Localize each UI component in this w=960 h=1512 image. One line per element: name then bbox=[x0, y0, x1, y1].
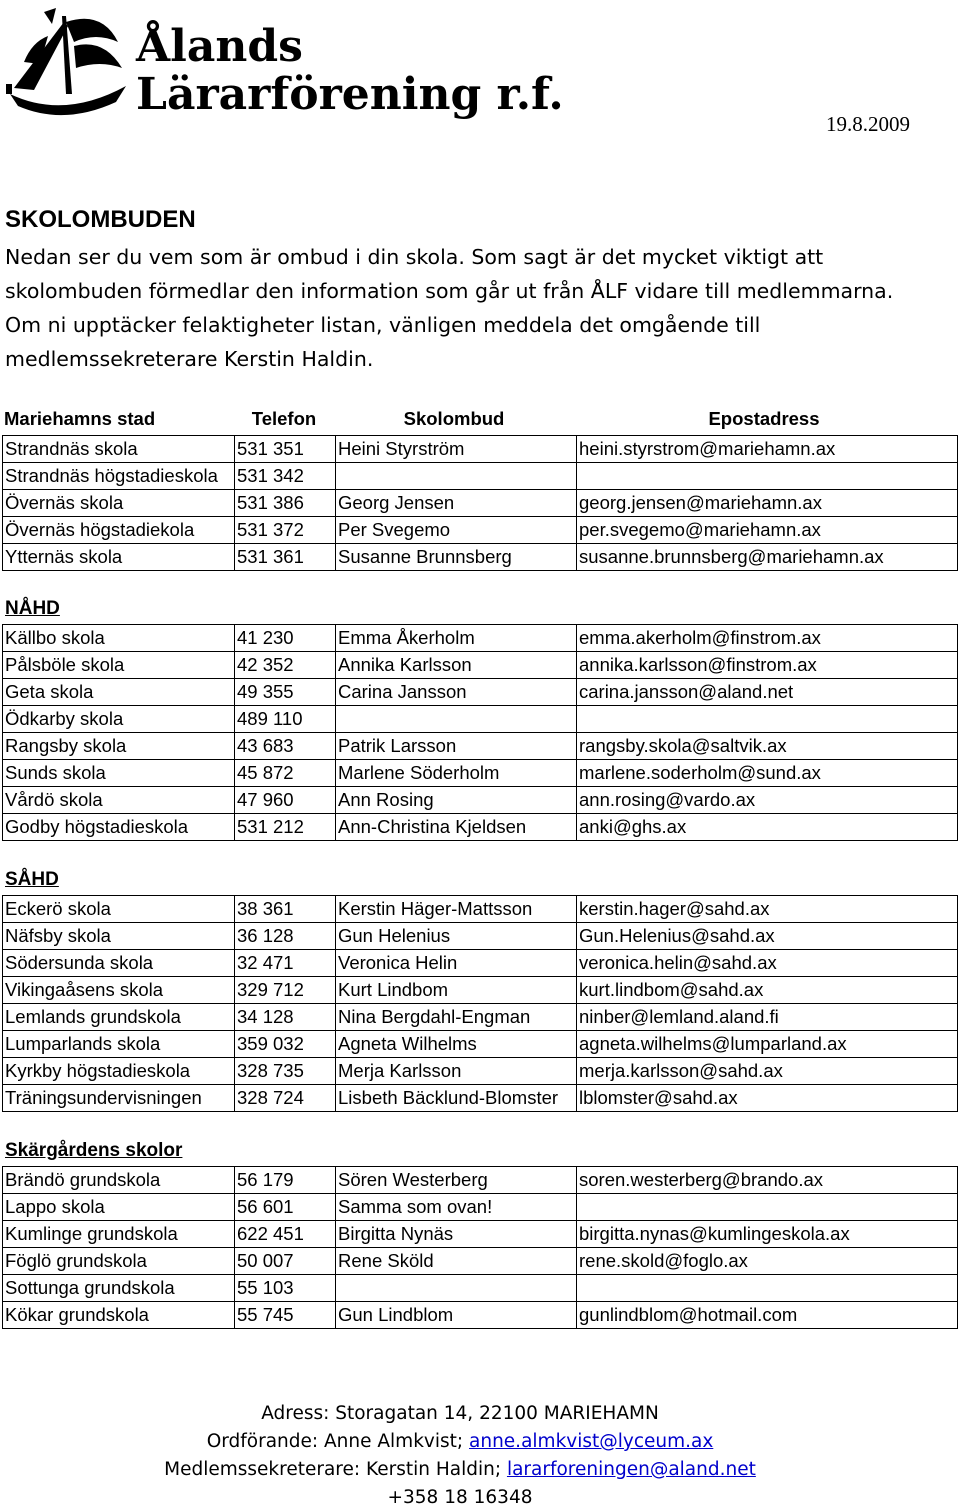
email-address: soren.westerberg@brando.ax bbox=[577, 1167, 958, 1194]
phone-number: 42 352 bbox=[235, 652, 336, 679]
school-name: Pålsböle skola bbox=[3, 652, 235, 679]
table-row bbox=[3, 517, 958, 544]
school-name: Sottunga grundskola bbox=[3, 1275, 235, 1302]
representative-name: Ann-Christina Kjeldsen bbox=[336, 814, 577, 841]
email-address: anki@ghs.ax bbox=[577, 814, 958, 841]
school-name: Föglö grundskola bbox=[3, 1248, 235, 1275]
representative-name bbox=[336, 706, 577, 733]
table-row bbox=[3, 1058, 958, 1085]
school-name: Lemlands grundskola bbox=[3, 1004, 235, 1031]
email-address: gunlindblom@hotmail.com bbox=[577, 1302, 958, 1329]
school-name: Övernäs högstadiekola bbox=[3, 517, 235, 544]
representative-name: Carina Jansson bbox=[336, 679, 577, 706]
school-name: Brändö grundskola bbox=[3, 1167, 235, 1194]
footer-address: Adress: Storagatan 14, 22100 MARIEHAMN bbox=[261, 1403, 659, 1424]
email-address: birgitta.nynas@kumlingeskola.ax bbox=[577, 1221, 958, 1248]
table-row bbox=[3, 652, 958, 679]
footer-contact bbox=[0, 1400, 920, 1512]
phone-number: 531 342 bbox=[235, 463, 336, 490]
table-skargard bbox=[2, 1166, 958, 1329]
representative-name: Kerstin Häger-Mattsson bbox=[336, 896, 577, 923]
phone-number: 55 103 bbox=[235, 1275, 336, 1302]
table-row bbox=[3, 463, 958, 490]
phone-number: 38 361 bbox=[235, 896, 336, 923]
table-row bbox=[3, 1221, 958, 1248]
representative-name: Merja Karlsson bbox=[336, 1058, 577, 1085]
representative-name: Ann Rosing bbox=[336, 787, 577, 814]
email-address: susanne.brunnsberg@mariehamn.ax bbox=[577, 544, 958, 571]
email-address: rene.skold@foglo.ax bbox=[577, 1248, 958, 1275]
table-row bbox=[3, 814, 958, 841]
school-name: Strandnäs skola bbox=[3, 436, 235, 463]
column-header-representative: Skolombud bbox=[403, 408, 505, 429]
school-name: Lumparlands skola bbox=[3, 1031, 235, 1058]
table-row bbox=[3, 436, 958, 463]
column-header-table bbox=[2, 406, 953, 432]
school-name: Ödkarby skola bbox=[3, 706, 235, 733]
email-address: kerstin.hager@sahd.ax bbox=[577, 896, 958, 923]
column-header-row bbox=[2, 406, 953, 432]
table-sahd bbox=[2, 895, 958, 1112]
email-address: ann.rosing@vardo.ax bbox=[577, 787, 958, 814]
school-name: Strandnäs högstadieskola bbox=[3, 463, 235, 490]
column-header-district: Mariehamns stad bbox=[4, 408, 156, 429]
footer-chair-label: Ordförande: Anne Almkvist; bbox=[206, 1431, 470, 1452]
representative-name bbox=[336, 463, 577, 490]
phone-number: 45 872 bbox=[235, 760, 336, 787]
table-row bbox=[3, 1194, 958, 1221]
email-address: Gun.Helenius@sahd.ax bbox=[577, 923, 958, 950]
school-name: Kumlinge grundskola bbox=[3, 1221, 235, 1248]
representative-name bbox=[336, 1275, 577, 1302]
ship-logo-icon bbox=[4, 2, 134, 124]
table-row bbox=[3, 1248, 958, 1275]
phone-number: 489 110 bbox=[235, 706, 336, 733]
email-address: rangsby.skola@saltvik.ax bbox=[577, 733, 958, 760]
school-name: Övernäs skola bbox=[3, 490, 235, 517]
association-logo bbox=[4, 2, 564, 124]
logo-text-line1: Ålands bbox=[136, 21, 303, 72]
email-address: kurt.lindbom@sahd.ax bbox=[577, 977, 958, 1004]
representative-name: Kurt Lindbom bbox=[336, 977, 577, 1004]
column-header-email: Epostadress bbox=[708, 408, 820, 429]
table-row bbox=[3, 1004, 958, 1031]
email-address: agneta.wilhelms@lumparland.ax bbox=[577, 1031, 958, 1058]
table-row bbox=[3, 733, 958, 760]
representative-name: Emma Åkerholm bbox=[336, 625, 577, 652]
representative-name: Agneta Wilhelms bbox=[336, 1031, 577, 1058]
table-row bbox=[3, 679, 958, 706]
email-address: merja.karlsson@sahd.ax bbox=[577, 1058, 958, 1085]
table-row bbox=[3, 1302, 958, 1329]
school-name: Kyrkby högstadieskola bbox=[3, 1058, 235, 1085]
phone-number: 50 007 bbox=[235, 1248, 336, 1275]
phone-number: 531 351 bbox=[235, 436, 336, 463]
email-address: heini.styrstrom@mariehamn.ax bbox=[577, 436, 958, 463]
email-address: georg.jensen@mariehamn.ax bbox=[577, 490, 958, 517]
table-row bbox=[3, 625, 958, 652]
representative-name: Samma som ovan! bbox=[336, 1194, 577, 1221]
email-address: per.svegemo@mariehamn.ax bbox=[577, 517, 958, 544]
email-address bbox=[577, 1194, 958, 1221]
footer-secretary bbox=[0, 1456, 920, 1484]
representative-name: Lisbeth Bäcklund-Blomster bbox=[336, 1085, 577, 1112]
school-name: Södersunda skola bbox=[3, 950, 235, 977]
representative-name: Rene Sköld bbox=[336, 1248, 577, 1275]
phone-number: 47 960 bbox=[235, 787, 336, 814]
phone-number: 56 601 bbox=[235, 1194, 336, 1221]
representative-name: Birgitta Nynäs bbox=[336, 1221, 577, 1248]
phone-number: 41 230 bbox=[235, 625, 336, 652]
table-row bbox=[3, 787, 958, 814]
school-name: Vårdö skola bbox=[3, 787, 235, 814]
email-address: carina.jansson@aland.net bbox=[577, 679, 958, 706]
table-row bbox=[3, 1085, 958, 1112]
representative-name: Gun Helenius bbox=[336, 923, 577, 950]
representative-name: Nina Bergdahl-Engman bbox=[336, 1004, 577, 1031]
representative-name: Heini Styrström bbox=[336, 436, 577, 463]
representative-name: Georg Jensen bbox=[336, 490, 577, 517]
phone-number: 43 683 bbox=[235, 733, 336, 760]
school-name: Träningsundervisningen bbox=[3, 1085, 235, 1112]
representative-name: Susanne Brunnsberg bbox=[336, 544, 577, 571]
school-name: Eckerö skola bbox=[3, 896, 235, 923]
section-title-nahd: NÅHD bbox=[5, 598, 60, 619]
phone-number: 359 032 bbox=[235, 1031, 336, 1058]
school-name: Vikingaåsens skola bbox=[3, 977, 235, 1004]
table-row bbox=[3, 1167, 958, 1194]
school-name: Godby högstadieskola bbox=[3, 814, 235, 841]
representative-name: Sören Westerberg bbox=[336, 1167, 577, 1194]
phone-number: 531 386 bbox=[235, 490, 336, 517]
column-header-phone: Telefon bbox=[251, 408, 317, 429]
phone-number: 622 451 bbox=[235, 1221, 336, 1248]
table-row bbox=[3, 760, 958, 787]
email-address bbox=[577, 706, 958, 733]
document-date: 19.8.2009 bbox=[826, 112, 910, 136]
table-row bbox=[3, 1031, 958, 1058]
email-address: veronica.helin@sahd.ax bbox=[577, 950, 958, 977]
logo-text-line2: Lärarförening r.f. bbox=[136, 69, 564, 120]
section-title-skargard: Skärgårdens skolor bbox=[5, 1140, 183, 1161]
school-name: Näfsby skola bbox=[3, 923, 235, 950]
footer-secretary-label: Medlemssekreterare: Kerstin Haldin; bbox=[164, 1459, 507, 1480]
representative-name: Per Svegemo bbox=[336, 517, 577, 544]
school-name: Geta skola bbox=[3, 679, 235, 706]
phone-number: 531 372 bbox=[235, 517, 336, 544]
footer-phone: +358 18 16348 bbox=[387, 1487, 533, 1508]
table-row bbox=[3, 923, 958, 950]
phone-number: 56 179 bbox=[235, 1167, 336, 1194]
email-address: annika.karlsson@finstrom.ax bbox=[577, 652, 958, 679]
school-name: Sunds skola bbox=[3, 760, 235, 787]
phone-number: 34 128 bbox=[235, 1004, 336, 1031]
table-row bbox=[3, 896, 958, 923]
school-name: Lappo skola bbox=[3, 1194, 235, 1221]
phone-number: 328 724 bbox=[235, 1085, 336, 1112]
table-mariehamn bbox=[2, 435, 958, 571]
footer-chair bbox=[0, 1428, 920, 1456]
chair-email-link[interactable]: anne.almkvist@lyceum.ax bbox=[469, 1431, 714, 1452]
secretary-email-link[interactable]: lararforeningen@aland.net bbox=[506, 1459, 756, 1480]
phone-number: 329 712 bbox=[235, 977, 336, 1004]
representative-name: Marlene Söderholm bbox=[336, 760, 577, 787]
phone-number: 32 471 bbox=[235, 950, 336, 977]
school-name: Ytternäs skola bbox=[3, 544, 235, 571]
table-nahd bbox=[2, 624, 958, 841]
phone-number: 36 128 bbox=[235, 923, 336, 950]
phone-number: 55 745 bbox=[235, 1302, 336, 1329]
phone-number: 531 212 bbox=[235, 814, 336, 841]
representative-name: Veronica Helin bbox=[336, 950, 577, 977]
email-address: marlene.soderholm@sund.ax bbox=[577, 760, 958, 787]
representative-name: Patrik Larsson bbox=[336, 733, 577, 760]
table-row bbox=[3, 950, 958, 977]
page-title: SKOLOMBUDEN bbox=[5, 206, 196, 233]
table-row bbox=[3, 544, 958, 571]
email-address: emma.akerholm@finstrom.ax bbox=[577, 625, 958, 652]
table-row bbox=[3, 1275, 958, 1302]
representative-name: Gun Lindblom bbox=[336, 1302, 577, 1329]
table-row bbox=[3, 706, 958, 733]
email-address bbox=[577, 463, 958, 490]
email-address: ninber@lemland.aland.fi bbox=[577, 1004, 958, 1031]
table-row bbox=[3, 490, 958, 517]
section-title-sahd: SÅHD bbox=[5, 869, 59, 890]
school-name: Kökar grundskola bbox=[3, 1302, 235, 1329]
email-address bbox=[577, 1275, 958, 1302]
representative-name: Annika Karlsson bbox=[336, 652, 577, 679]
table-row bbox=[3, 977, 958, 1004]
phone-number: 328 735 bbox=[235, 1058, 336, 1085]
phone-number: 531 361 bbox=[235, 544, 336, 571]
school-name: Rangsby skola bbox=[3, 733, 235, 760]
school-name: Källbo skola bbox=[3, 625, 235, 652]
email-address: lblomster@sahd.ax bbox=[577, 1085, 958, 1112]
intro-paragraph: Nedan ser du vem som är ombud i din skola. Som sagt är det mycket viktigt att skolombuden förmedlar den information som går ut från ÅLF vidare till medlemmarna. Om ni upptäcker felaktigheter listan, vänligen meddela det omgående till medlemssekreterare Kerstin Haldin. bbox=[5, 245, 894, 371]
phone-number: 49 355 bbox=[235, 679, 336, 706]
